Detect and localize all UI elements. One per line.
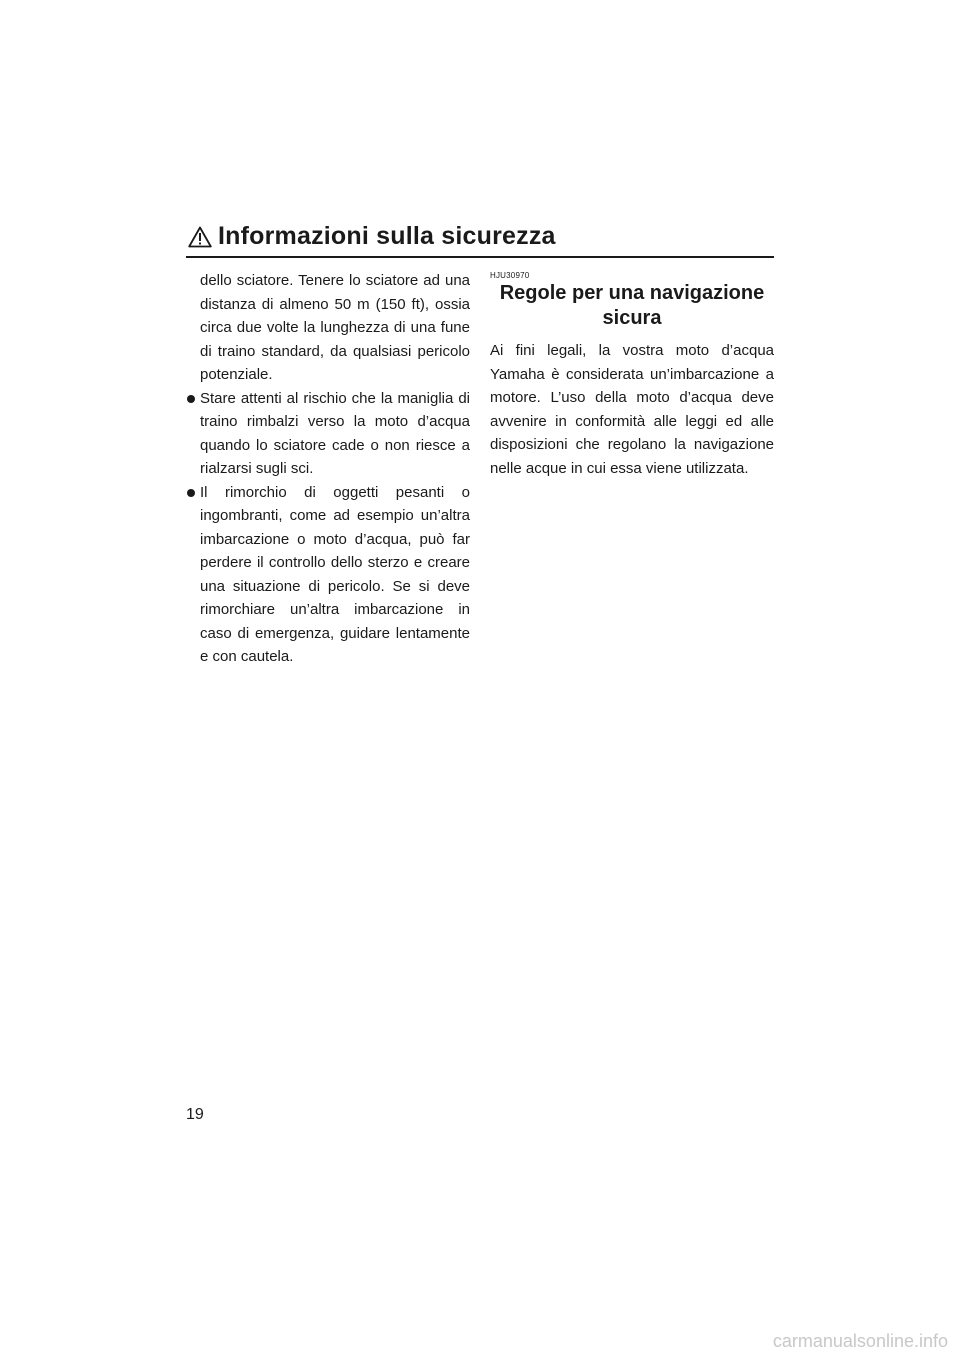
section-body: Ai fini legali, la vostra moto d’acqua Yamaha è considerata un’imbarcazione a motore. L’uso della moto d’acqua deve avvenire in conformità alle leggi ed alle disposizioni che regolano la navigazione nelle acque in cui essa viene utilizzata. — [490, 342, 774, 477]
page-header — [186, 222, 774, 258]
page-number: 19 — [186, 1106, 204, 1123]
section-code: HJU30970 — [490, 271, 530, 280]
bullet-text: Stare attenti al rischio che la maniglia di traino rimbalzi verso la moto d’acqua quando lo sciatore cade o non riesce a rialzarsi sugli sci. — [200, 389, 470, 477]
bullet-dot-icon — [187, 395, 195, 403]
bullet-item — [186, 387, 470, 481]
continuation-paragraph: dello sciatore. Tenere lo sciatore ad una distanza di almeno 50 m (150 ft), ossia circa due volte la lunghezza di una fune di traino standard, da qualsiasi pericolo potenziale. — [200, 272, 470, 383]
section-title: Regole per una navigazione sicura — [499, 282, 765, 329]
right-column — [490, 269, 774, 480]
bullet-item — [186, 481, 470, 669]
left-column — [186, 269, 470, 669]
page-title: Informazioni sulla sicurezza — [218, 222, 556, 250]
warning-triangle-icon — [188, 226, 212, 248]
bullet-text: Il rimorchio di oggetti pesanti o ingombranti, come ad esempio un’altra imbarcazione o moto d’acqua, può far perdere il controllo dello sterzo e creare una situazione di pericolo. Se si deve rimorchiare un’altra imbarcazione in caso di emergenza, guidare lentamente e con cautela. — [200, 483, 470, 665]
bullet-dot-icon — [187, 489, 195, 497]
watermark: carmanualsonline.info — [772, 1331, 948, 1351]
